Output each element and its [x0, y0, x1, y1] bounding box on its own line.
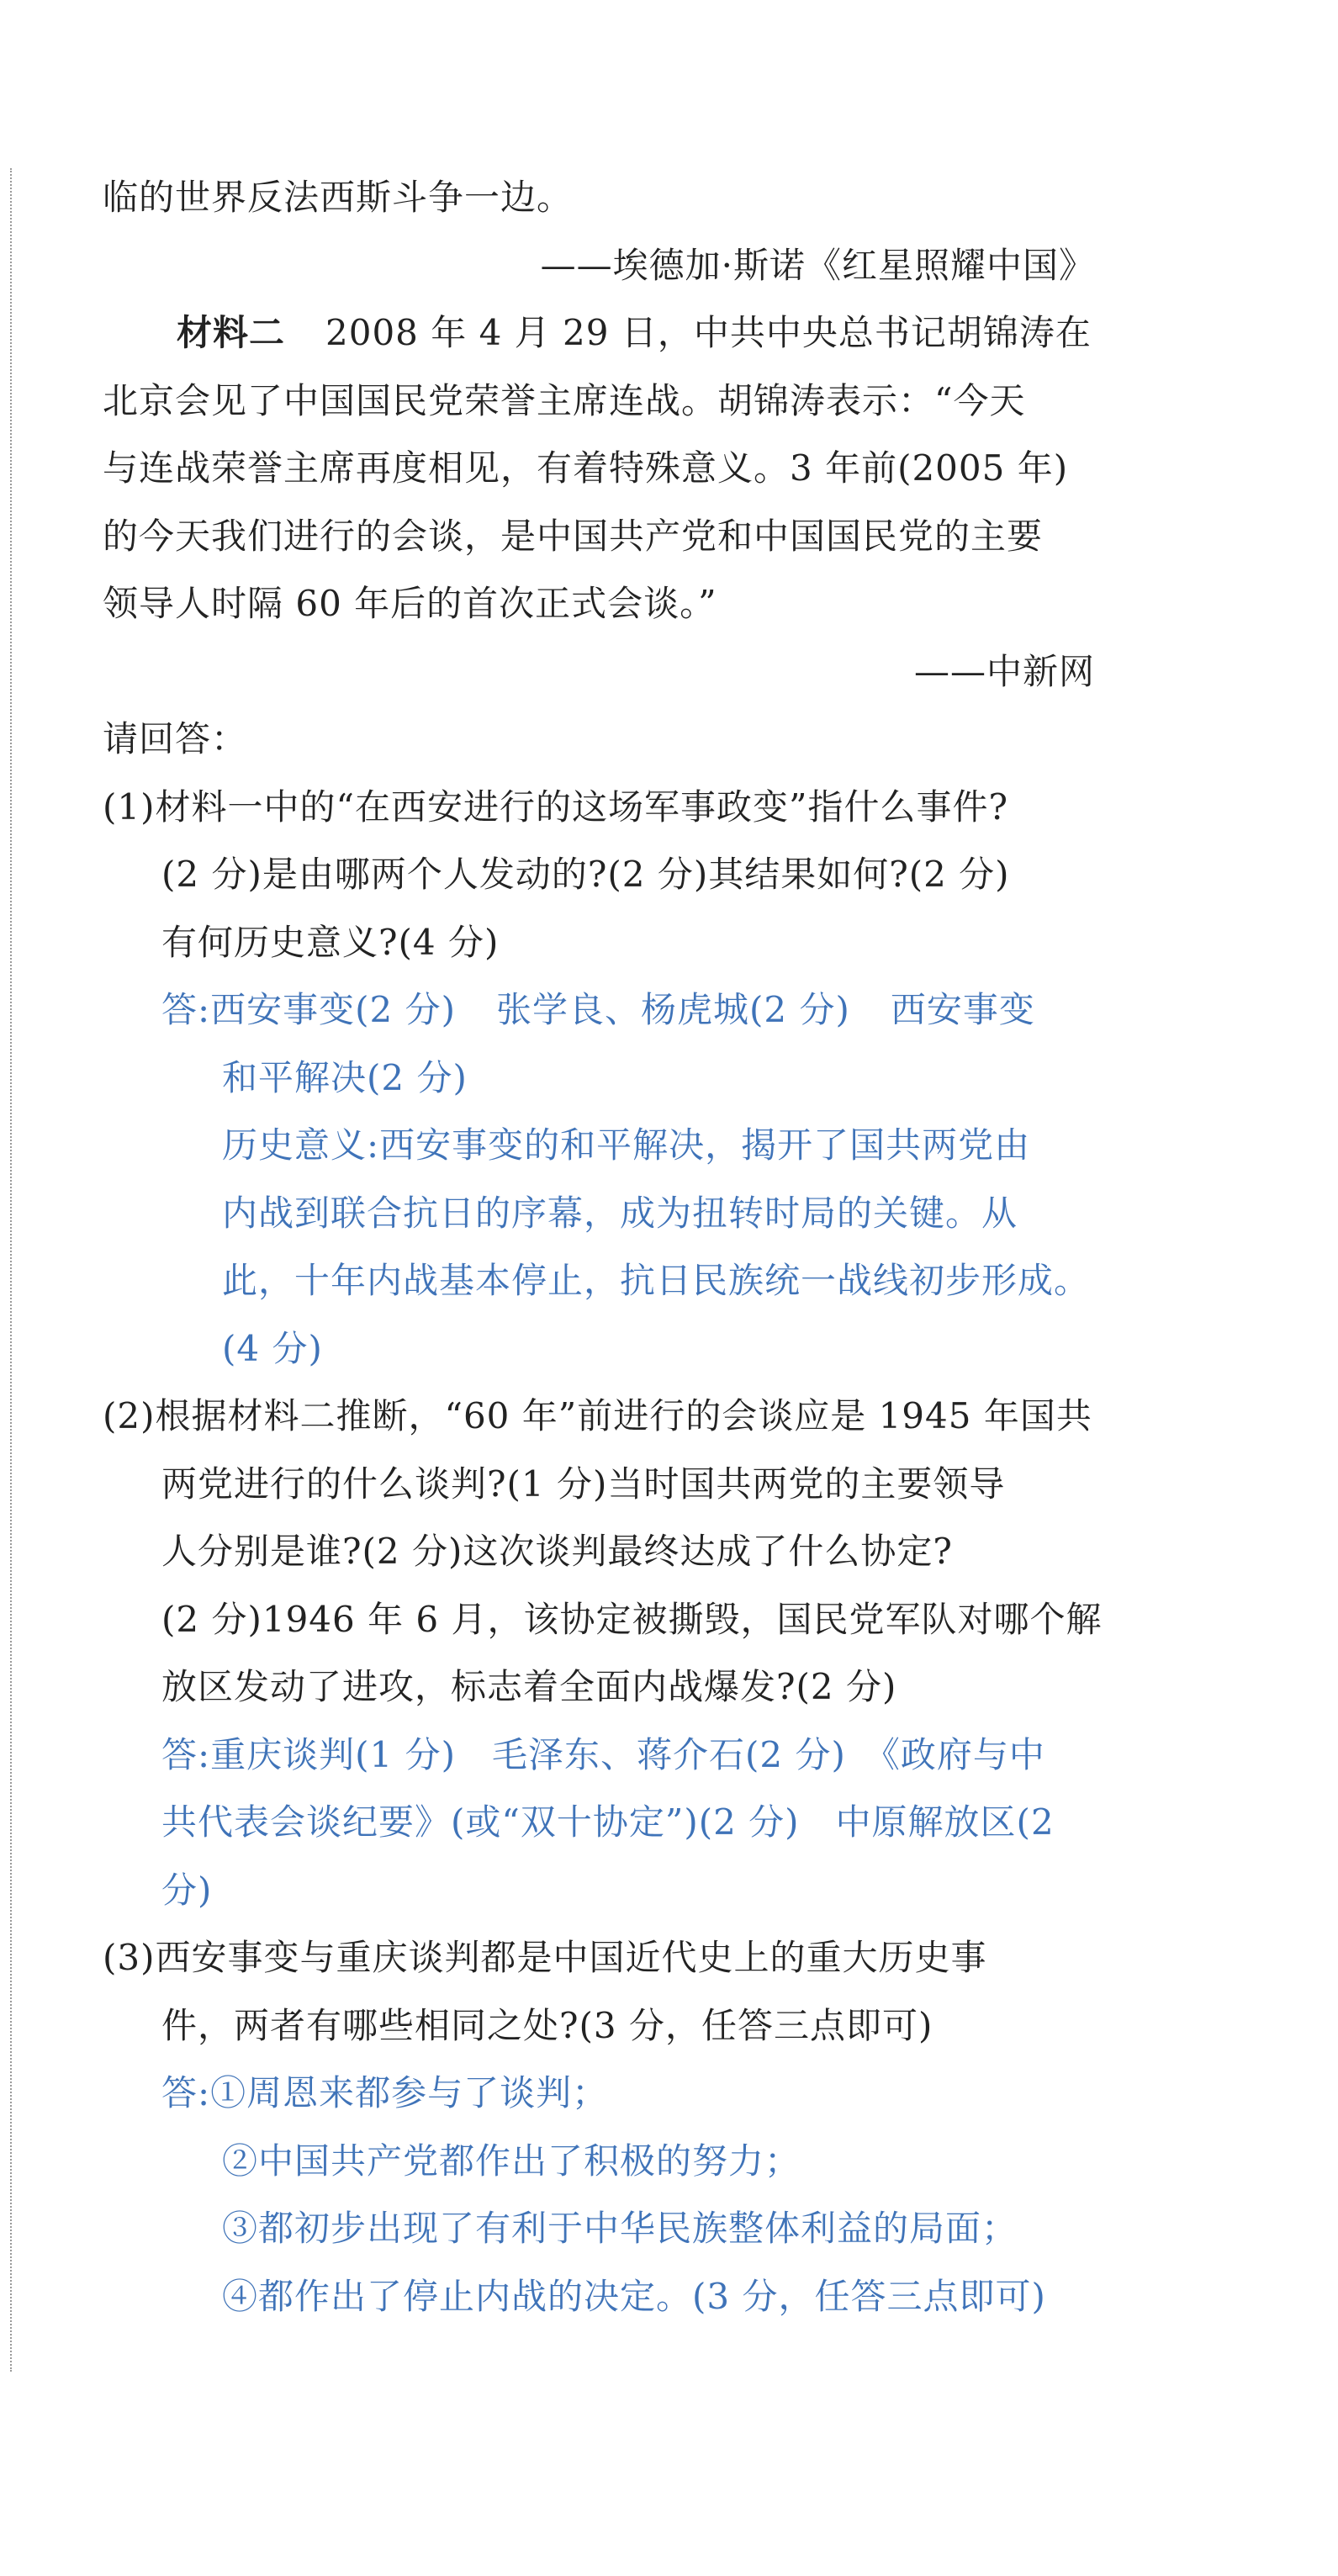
question3-answer-line: ④都作出了停止内战的决定。(3 分，任答三点即可): [222, 2275, 1046, 2317]
question1-significance-line: 此，十年内战基本停止，抗日民族统一战线初步形成。: [222, 1260, 1091, 1301]
question2-line: 放区发动了进攻，标志着全面内战爆发?(2 分): [161, 1666, 897, 1707]
question2-line: (2 分)1946 年 6 月，该协定被撕毁，国民党军队对哪个解: [161, 1598, 1103, 1640]
answer-prefix: 答:: [161, 989, 211, 1030]
question2-answer-line: 共代表会谈纪要》(或“双十协定”)(2 分) 中原解放区(2: [161, 1801, 1055, 1843]
material2-line: 的今天我们进行的会谈，是中国共产党和中国国民党的主要: [103, 515, 1044, 557]
question2-answer-line: 答:重庆谈判(1 分) 毛泽东、蒋介石(2 分) 《政府与中: [161, 1733, 1045, 1775]
material1-tail: 临的世界反法西斯斗争一边。: [103, 177, 574, 218]
answer-prefix: 答:: [161, 2072, 211, 2113]
document-body: [103, 164, 1103, 2330]
material2-line: 与连战荣誉主席再度相见，有着特殊意义。3 年前(2005 年): [103, 447, 1069, 489]
material2-line: 2008 年 4 月 29 日，中共中央总书记胡锦涛在: [325, 312, 1092, 353]
material2-label: 材料二: [177, 312, 286, 353]
material2-source: ——中新网: [913, 650, 1095, 692]
question1-answer-line: [103, 976, 1095, 1045]
question3-line: (3)西安事变与重庆谈判都是中国近代史上的重大历史事: [103, 1937, 987, 1978]
question2-answer-line: 分): [161, 1869, 213, 1911]
material2-line: 领导人时隔 60 年后的首次正式会谈。”: [103, 583, 717, 624]
material2-line: 北京会见了中国国民党荣誉主席连战。胡锦涛表示：“今天: [103, 379, 1026, 421]
material2-first-line: [103, 299, 1095, 368]
question3-answer-line: ②中国共产党都作出了积极的努力；: [222, 2140, 801, 2182]
question2-line: (2)根据材料二推断，“60 年”前进行的会谈应是 1945 年国共: [103, 1395, 1092, 1436]
answer-prompt: 请回答：: [103, 718, 248, 759]
question2-line: 两党进行的什么谈判?(1 分)当时国共两党的主要领导: [161, 1463, 1006, 1505]
question3-line: 件，两者有哪些相同之处?(3 分，任答三点即可): [161, 2004, 933, 2046]
question3-answer-line: ③都初步出现了有利于中华民族整体利益的局面；: [222, 2208, 1018, 2249]
answer-item: 西安事变: [890, 989, 1035, 1030]
question1-significance-line: (4 分): [222, 1327, 323, 1369]
material1-source: ——埃德加·斯诺《红星照耀中国》: [540, 244, 1095, 286]
question1-answer-line: 和平解决(2 分): [222, 1056, 468, 1098]
question3-answer-line: [103, 2060, 1095, 2128]
answer-item: 西安事变(2 分): [210, 989, 457, 1030]
binding-margin-line: [10, 168, 12, 2372]
question2-line: 人分别是谁?(2 分)这次谈判最终达成了什么协定?: [161, 1531, 953, 1572]
answer-item: ①周恩来都参与了谈判；: [210, 2072, 609, 2113]
answer-item: 张学良、杨虎城(2 分): [496, 989, 850, 1030]
question1-line: (1)材料一中的“在西安进行的这场军事政变”指什么事件?: [103, 785, 1008, 828]
question1-line: 有何历史意义?(4 分): [161, 921, 500, 963]
question1-line: (2 分)是由哪两个人发动的?(2 分)其结果如何?(2 分): [161, 854, 1010, 895]
question1-significance-line: 历史意义:西安事变的和平解决，揭开了国共两党由: [222, 1124, 1031, 1166]
question1-significance-line: 内战到联合抗日的序幕，成为扭转时局的关键。从: [222, 1192, 1018, 1234]
